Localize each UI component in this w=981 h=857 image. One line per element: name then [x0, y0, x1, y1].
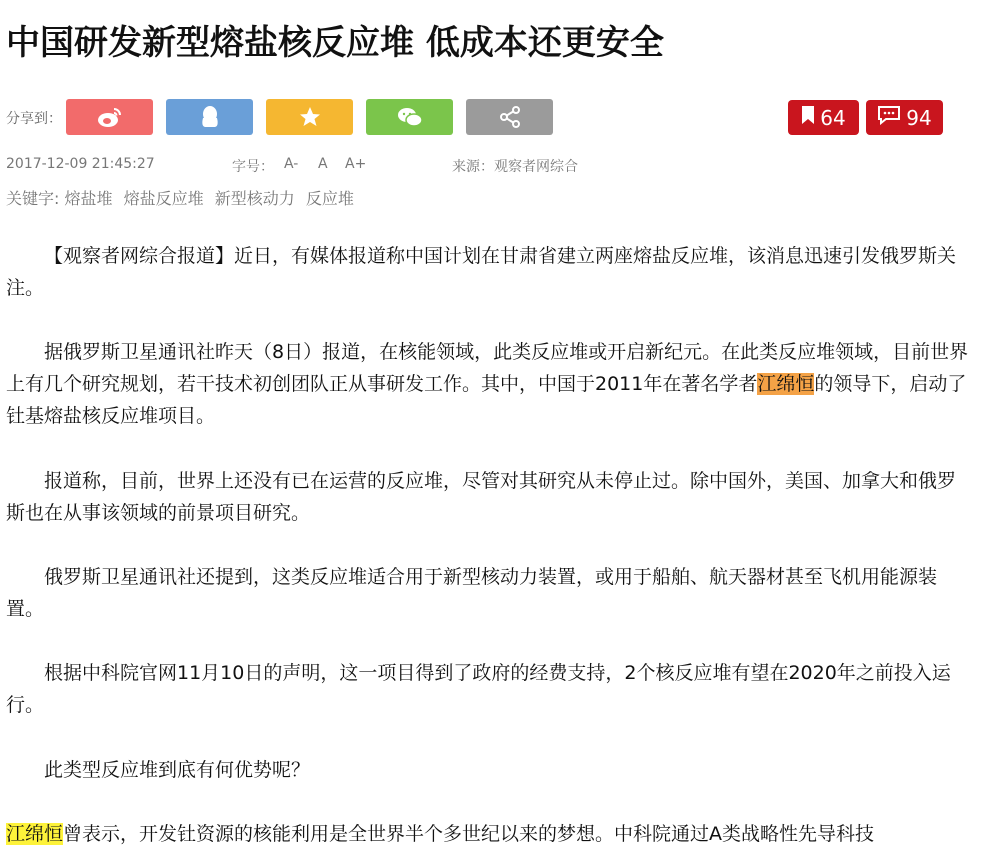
weibo-icon: [97, 106, 123, 128]
comment-count-button[interactable]: [866, 100, 943, 135]
bookmark-count: 64: [820, 105, 846, 130]
star-icon: [298, 105, 322, 129]
bookmark-icon: [801, 105, 820, 130]
keyword-link[interactable]: 熔盐反应堆: [123, 189, 204, 208]
keyword-link[interactable]: 熔盐堆: [64, 189, 113, 208]
share-more-button[interactable]: [466, 99, 553, 135]
article-paragraph: 江绵恒曾表示，开发钍资源的核能利用是全世界半个多世纪以来的梦想。中科院通过A类战略性先导科技: [6, 823, 875, 845]
article-paragraph: 俄罗斯卫星通讯社还提到，这类反应堆适合用于新型核动力装置，或用于船舶、航天器材甚至飞机用能源装置。: [6, 566, 938, 620]
article-paragraph: 此类型反应堆到底有何优势呢？: [44, 759, 311, 781]
article-title: 中国研发新型熔盐核反应堆 低成本还更安全: [6, 23, 664, 63]
share-wechat-button[interactable]: [366, 99, 453, 135]
qq-icon: [199, 104, 221, 130]
font-size-label: 字号：: [232, 159, 274, 175]
font-size-normal-button[interactable]: A: [318, 156, 328, 172]
wechat-icon: [396, 106, 424, 128]
keywords-label: 关键字:: [6, 189, 60, 208]
comment-icon: [877, 105, 906, 130]
keyword-link[interactable]: 反应堆: [305, 189, 354, 208]
share-qzone-button[interactable]: [266, 99, 353, 135]
share-weibo-button[interactable]: [66, 99, 153, 135]
publish-timestamp: 2017-12-09 21:45:27: [6, 156, 155, 172]
font-size-smaller-button[interactable]: A-: [284, 156, 299, 172]
share-qq-button[interactable]: [166, 99, 253, 135]
share-icon: [498, 105, 522, 129]
comment-count: 94: [906, 105, 932, 130]
share-label: 分享到：: [6, 111, 62, 127]
article-paragraph: 报道称，目前，世界上还没有已在运营的反应堆，尽管对其研究从未停止过。除中国外，美国、加拿大和俄罗斯也在从事该领域的前景项目研究。: [6, 470, 957, 524]
bookmark-count-button[interactable]: [788, 100, 859, 135]
article-paragraph: 根据中科院官网11月10日的声明，这一项目得到了政府的经费支持，2个核反应堆有望在2020年之前投入运行。: [6, 662, 951, 716]
keyword-link[interactable]: 新型核动力: [214, 189, 295, 208]
article-source: 来源：观察者网综合: [452, 159, 578, 175]
highlighted-name: 江绵恒: [6, 823, 64, 845]
keywords-bar: [6, 186, 360, 209]
highlighted-name: 江绵恒: [757, 373, 815, 395]
font-size-larger-button[interactable]: A+: [345, 156, 367, 172]
article-paragraph: 据俄罗斯卫星通讯社昨天（8日）报道，在核能领域，此类反应堆或开启新纪元。在此类反应堆领域，目前世界上有几个研究规划，若干技术初创团队正从事研发工作。其中，中国于2011年在著名学者江绵恒的领导下，启动了钍基熔盐核反应堆项目。: [6, 341, 969, 427]
article-paragraph: 【观察者网综合报道】近日，有媒体报道称中国计划在甘肃省建立两座熔盐反应堆，该消息迅速引发俄罗斯关注。: [6, 245, 957, 299]
